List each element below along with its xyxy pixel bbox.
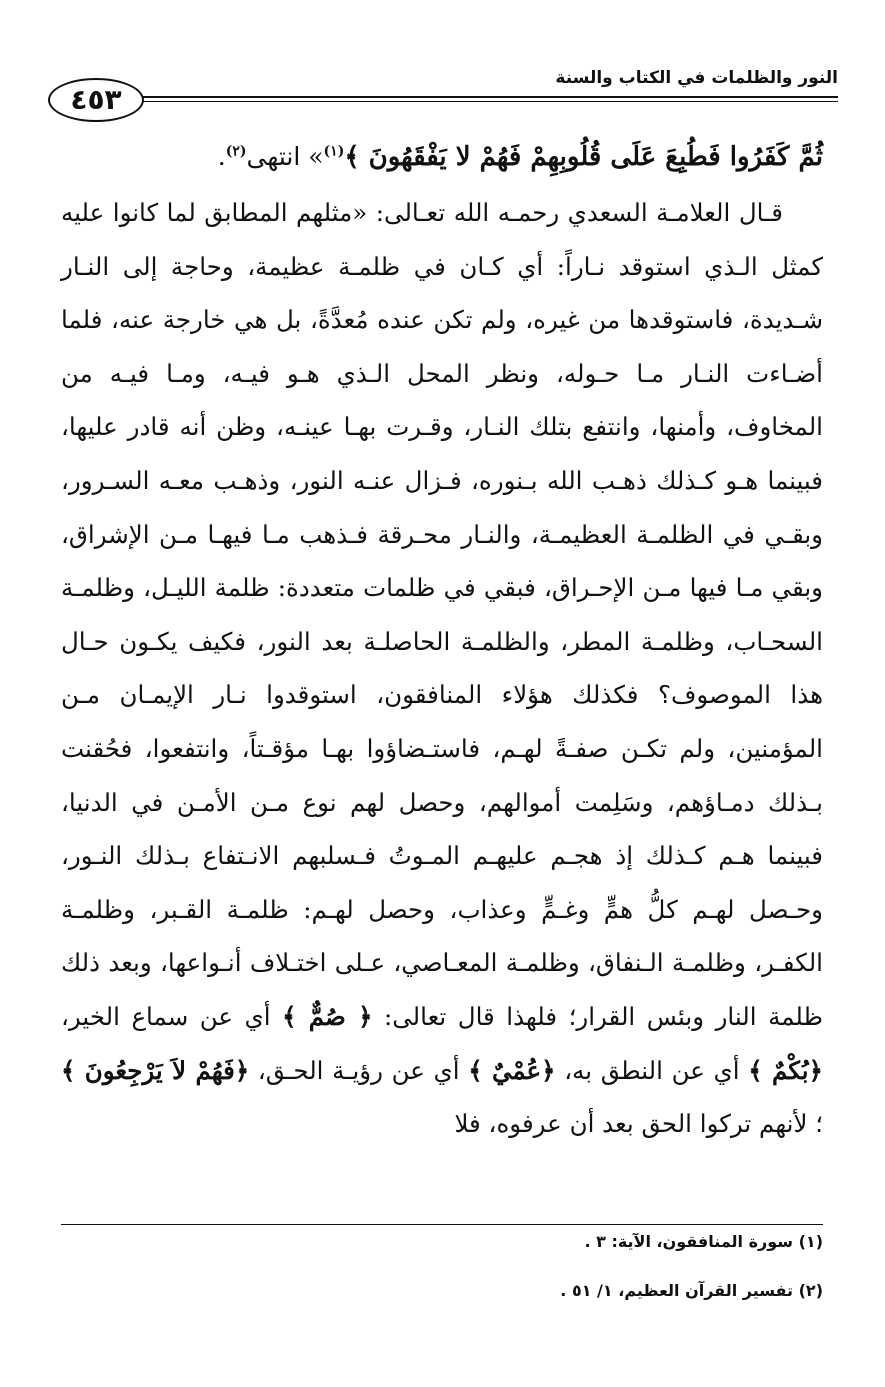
- footnote-2: (٢) تفسير القرآن العظيم، ١/ ٥١ .: [560, 1281, 823, 1300]
- running-title: النور والظلمات في الكتاب والسنة: [555, 68, 838, 88]
- quran-word-blind: ﴿عُمْيٌ ﴾: [468, 1055, 556, 1085]
- verse-tail: » انتهى: [246, 142, 324, 171]
- quran-phrase-not-return: ﴿فَهُمْ لاَ يَرْجِعُونَ ﴾: [61, 1055, 250, 1085]
- footnote-1: (١) سورة المنافقون، الآية: ٣ .: [584, 1232, 823, 1251]
- gloss-3: أي عن رؤيـة الحـق،: [249, 1055, 469, 1085]
- paragraph-text: قـال العلامـة السعدي رحمـه الله تعـالى: «مثلهم المطابق لما كانوا عليه كمثل الـذي استوقد نـاراً: أي كـان في ظلمـة عظيمة، وحاجة إلى النـار شـديدة، فاستوقدها من غيره، ولم تكن عنده مُعدَّةً، بل هي خارجة عنه، فلما أضـاءت النـار مـا حـوله، ونظر المحل الـذي هـو فيـه، ومـا فيـه من المخاوف، وأمنها، وانتفع بتلك النـار، وقـرت بهـا عينـه، وظن أنه قادر عليها، فبينما هـو كـذلك ذهـب الله بـنوره، فـزال عنـه النور، وذهـب معـه السـرور، وبقـي في الظلمـة العظيمـة، والنـار محـرقة فـذهب مـا فيهـا مـن الإشراق، وبقي مـا فيها مـن الإحـراق، فبقي في ظلمات متعددة: ظلمة الليـل، وظلمـة السحـاب، وظلمـة المطر، والظلمـة الحاصلـة بعد النور، فكيف يكـون حـال هذا الموصوف؟ فكذلك هؤلاء المنافقون، استوقدوا نـار الإيمـان مـن المؤمنين، ولم تكـن صفـةً لهـم، فاستـضاؤوا بهـا مؤقـتاً، وانتفعوا، فحُقنت بـذلك دمـاؤهم، وسَلِمت أموالهم، وحصل لهم نوع مـن الأمـن في الدنيا، فبينما هـم كـذلك إذ هجـم عليهـم المـوتُ فـسلبهم الانـتفاع بـذلك النـور، وحـصل لهـم كلُّ همٍّ وغـمٍّ وعذاب، وحصل لهـم: ظلمـة القـبر، وظلمـة الكفـر، وظلمـة الـنفاق، وظلمـة المعـاصي، عـلى اختـلاف أنـواعها، وبعد ذلك ظلمة النار وبئس القرار؛ فلهذا قال تعالى:: [61, 198, 823, 1031]
- gloss-4: ؛ لأنهم تركوا الحق بعد أن عرفوه، فلا: [454, 1109, 823, 1139]
- page-body: [61, 128, 823, 1151]
- quran-verse-line: [61, 128, 823, 186]
- verse-end: .: [217, 142, 226, 171]
- gloss-2: أي عن النطق به،: [555, 1055, 749, 1085]
- page-number: ٤٥٣: [70, 83, 122, 116]
- quran-word-dumb: ﴿بُكْمٌ ﴾: [748, 1055, 823, 1085]
- gloss-1: أي عن سماع الخير،: [61, 1001, 283, 1031]
- footnote-separator: [61, 1224, 823, 1225]
- quran-word-deaf: ﴿ صُمٌّ ﴾: [282, 1001, 373, 1031]
- footnotes: [61, 1230, 823, 1328]
- footnote-ref-1: (١): [323, 143, 345, 160]
- header-rule: [143, 96, 838, 102]
- main-paragraph: [61, 186, 823, 1151]
- page-header: [48, 66, 838, 126]
- page-number-oval: [48, 78, 144, 122]
- footnote-ref-2: (٢): [225, 143, 247, 160]
- verse-text: ثُمَّ كَفَرُوا فَطُبِعَ عَلَى قُلُوبِهِمْ فَهُمْ لا يَفْقَهُونَ ﴾: [344, 142, 823, 172]
